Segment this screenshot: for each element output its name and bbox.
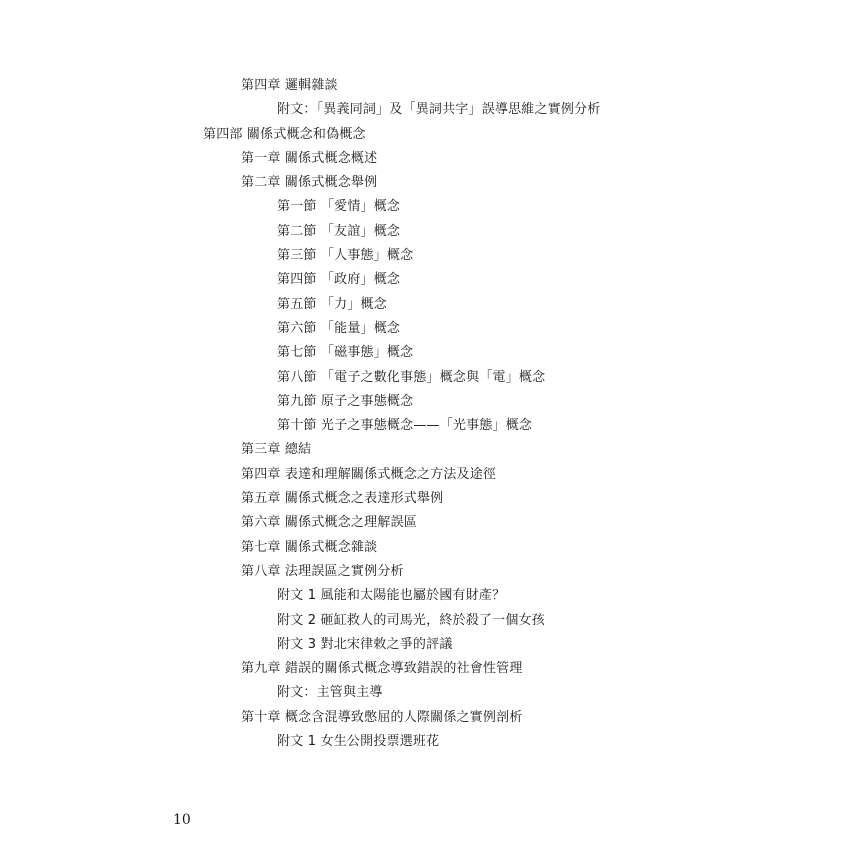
toc-entry: 第三節 「人事態」概念 xyxy=(277,248,414,264)
toc-entry: 第五節 「力」概念 xyxy=(277,296,387,312)
toc-entry: 第七節 「磁事態」概念 xyxy=(277,345,414,361)
toc-entry: 第四章 表達和理解關係式概念之方法及途徑 xyxy=(241,466,497,482)
page-number: 10 xyxy=(173,812,191,828)
toc-entry: 第二章 關係式概念舉例 xyxy=(241,175,378,191)
toc-entry: 第四章 邏輯雜談 xyxy=(241,78,338,93)
toc-entry: 第九章 錯誤的關係式概念導致錯誤的社會性管理 xyxy=(241,661,523,677)
toc-entry: 附文 2 砸缸救人的司馬光，終於殺了一個女孩 xyxy=(277,612,545,628)
toc-entry: 第一章 關係式概念概述 xyxy=(241,150,378,166)
toc-entry: 第七章 關係式概念雜談 xyxy=(241,539,378,555)
table-of-contents xyxy=(0,74,850,754)
toc-entry: 附文 1 風能和太陽能也屬於國有財產？ xyxy=(277,588,506,604)
toc-entry: 第四節 「政府」概念 xyxy=(277,272,401,288)
toc-entry: 第十節 光子之事態概念——「光事態」概念 xyxy=(277,418,533,434)
toc-entry: 第八章 法理誤區之實例分析 xyxy=(241,563,404,579)
toc-entry: 第三章 總結 xyxy=(241,442,312,458)
toc-entry: 第六節 「能量」概念 xyxy=(277,320,401,336)
toc-entry: 附文：主管與主導 xyxy=(277,685,383,701)
toc-entry: 附文 1 女生公開投票選班花 xyxy=(277,734,440,750)
toc-entry: 第八節 「電子之數化事態」概念與「電」概念 xyxy=(277,369,546,385)
toc-entry: 第一節 「愛情」概念 xyxy=(277,199,401,215)
toc-entry: 附文：「異義同詞」及「異詞共字」誤導思維之實例分析 xyxy=(277,102,601,118)
toc-entry: 第十章 概念含混導致憋屈的人際關係之實例剖析 xyxy=(241,709,523,725)
toc-part-heading: 第四部 關係式概念和偽概念 xyxy=(203,126,366,142)
toc-entry: 第二節 「友誼」概念 xyxy=(277,223,401,239)
toc-entry: 第六章 關係式概念之理解誤區 xyxy=(241,515,417,531)
toc-entry: 第五章 關係式概念之表達形式舉例 xyxy=(241,491,444,507)
toc-entry: 附文 3 對北宋律敕之爭的評議 xyxy=(277,636,453,652)
toc-entry: 第九節 原子之事態概念 xyxy=(277,393,414,409)
